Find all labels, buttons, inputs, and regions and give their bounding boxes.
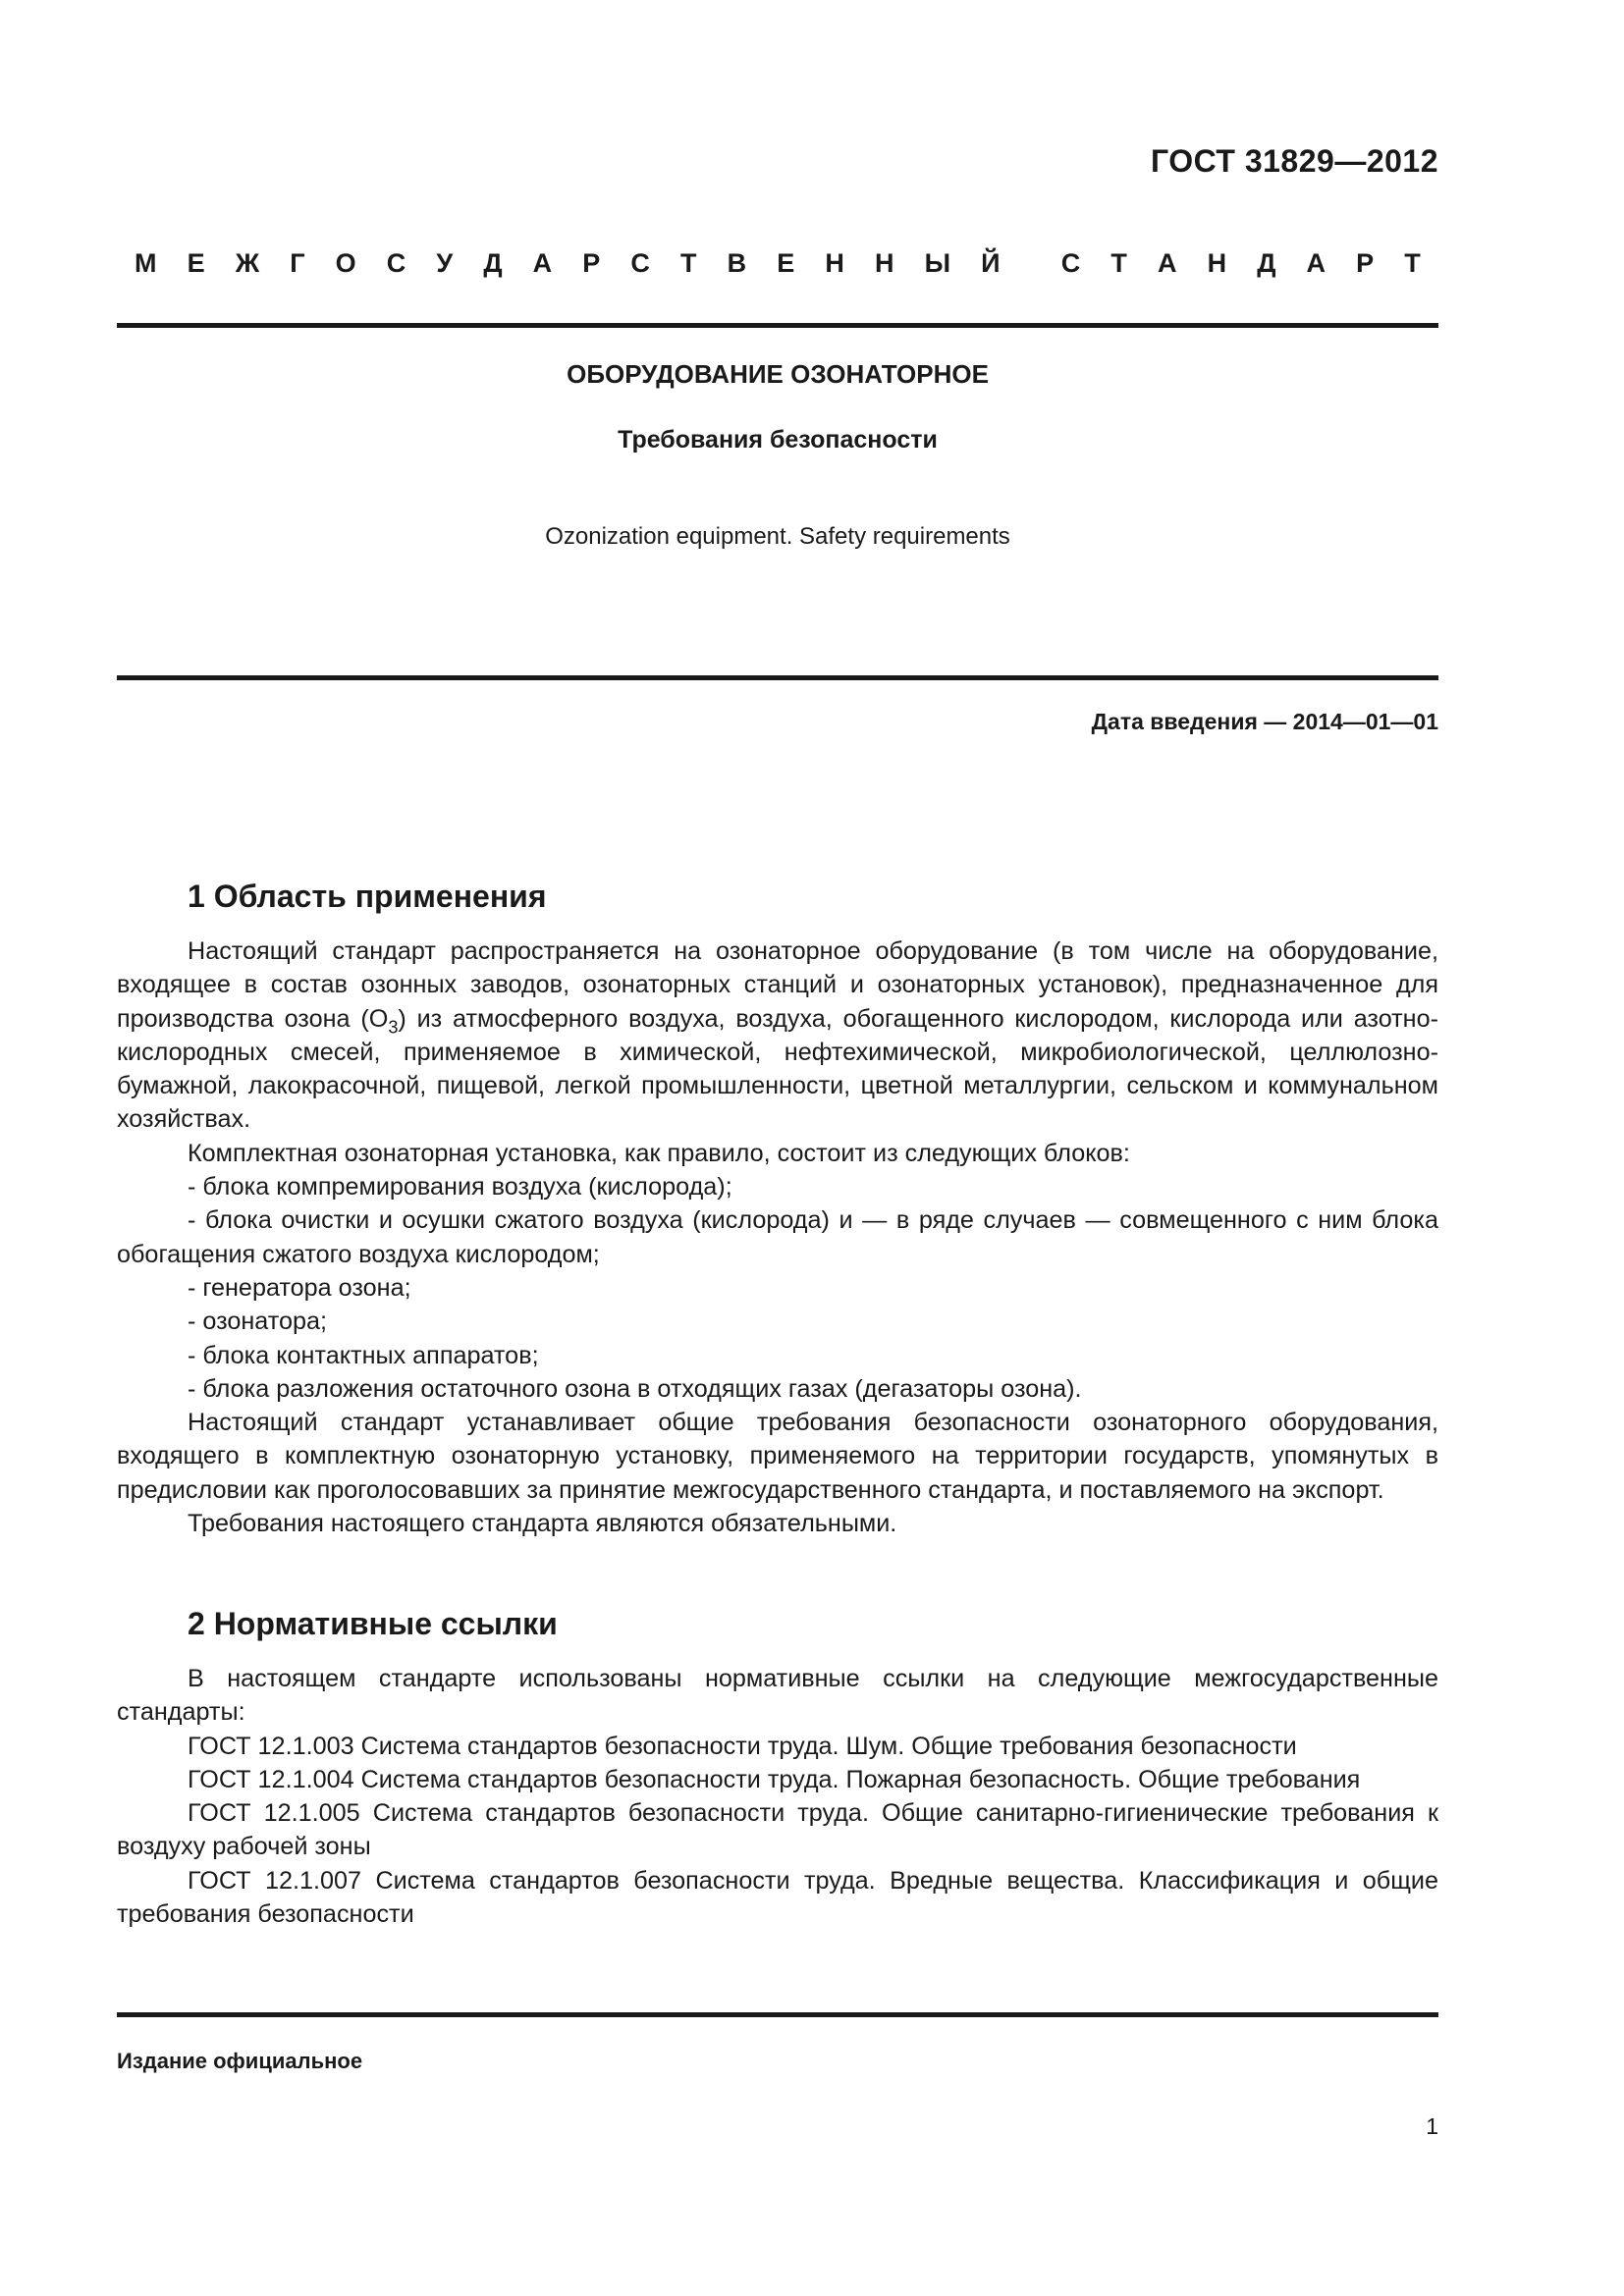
standard-type-letter: Т [1110,248,1127,278]
list-item: - блока очистки и осушки сжатого воздуха (кислорода) и — в ряде случаев — совмещенного с ним блока обогащения сжатого воздуха кислородом; [117,1206,1438,1268]
standard-type-letter: Й [981,248,1001,278]
standard-type-letter: Г [290,248,305,278]
standard-type-letter: Ы [924,248,951,278]
paragraph: Требования настоящего стандарта являются обязательными. [188,1510,897,1538]
section-2-heading [117,1604,1438,1643]
paragraph: В настоящем стандарте использованы нормативные ссылки на следующие межгосударственные стандарты: [117,1665,1438,1727]
title-rule [117,675,1438,680]
standard-type-letter: Н [874,248,894,278]
standard-type-letter: А [1306,248,1326,278]
section-1-body [117,934,1438,1540]
section-1-heading [117,877,1438,916]
introduction-date: Дата введения — 2014—01—01 [1091,709,1438,734]
standard-type-letter: Ж [235,248,260,278]
standard-type-letter: Д [1257,248,1276,278]
paragraph: Настоящий стандарт устанавливает общие требования безопасности озонаторного оборудования, входящего в комплектную озонаторную установку, применяемого на территории государств, упомянутых в предисловии как проголосовавших за принятие межгосударственного стандарта, и поставляемого на экспорт. [117,1409,1438,1504]
standard-type-letter: В [727,248,747,278]
page-number: 1 [1426,2113,1438,2139]
standard-type-letter: Н [825,248,844,278]
standard-type-letter: С [386,248,406,278]
list-item: - блока компремирования воздуха (кислорода); [188,1173,732,1201]
official-edition-label: Издание официальное [117,2049,363,2073]
reference-item: ГОСТ 12.1.003 Система стандартов безопасности труда. Шум. Общие требования безопасности [188,1732,1297,1760]
list-item: - блока разложения остаточного озона в отходящих газах (дегазаторы озона). [188,1374,1082,1403]
standard-type-letter: А [1157,248,1177,278]
standard-type-letter: Т [680,248,697,278]
section-2-body [117,1662,1438,1931]
document-number: ГОСТ 31829—2012 [1150,143,1438,179]
reference-item: ГОСТ 12.1.004 Система стандартов безопасности труда. Пожарная безопасность. Общие требования [188,1765,1361,1793]
standard-type-letter: О [335,248,356,278]
paragraph: Комплектная озонаторная установка, как правило, состоит из следующих блоков: [188,1139,1130,1167]
standard-type-letter: Т [1404,248,1421,278]
standard-type-letter: М [135,248,157,278]
list-item: - генератора озона; [188,1273,411,1302]
document-title: ОБОРУДОВАНИЕ ОЗОНАТОРНОЕ [567,359,989,389]
document-subtitle: Требования безопасности [618,426,938,454]
standard-type-letter: У [436,248,454,278]
standard-type-letter: Д [483,248,503,278]
reference-item: ГОСТ 12.1.007 Система стандартов безопасности труда. Вредные вещества. Классификация и общие требования безопасности [117,1866,1438,1929]
section-title: 2 Нормативные ссылки [188,1606,558,1641]
standard-type-heading [135,248,1421,279]
document-title-english: Ozonization equipment. Safety requirements [545,523,1010,550]
footer-rule [117,2012,1438,2017]
header-rule [117,323,1438,328]
paragraph: Настоящий стандарт распространяется на озонаторное оборудование (в том числе на оборудование, входящее в состав озонных заводов, озонаторных станций и озонаторных установок), предназначенное для производства озона $(О_3)$ из атмосферного воздуха, воздуха, обогащенного кислородом, кислорода или азотно-кислородных смесей, применяемое в химической, нефтехимической, микробиологической, целлюлозно-бумажной, лакокрасочной, пищевой, легкой промышленности, цветной металлургии, сельском и коммунальном хозяйствах. [117,937,1438,1134]
standard-type-letter: С [1060,248,1081,278]
standard-type-letter: Н [1207,248,1227,278]
reference-item: ГОСТ 12.1.005 Система стандартов безопасности труда. Общие санитарно-гигиенические требования к воздуху рабочей зоны [117,1799,1438,1861]
standard-type-letter: С [630,248,650,278]
standard-type-letter: Е [187,248,205,278]
standard-type-letter: Р [582,248,601,278]
standard-type-letter: А [532,248,553,278]
standard-type-letter: Р [1356,248,1375,278]
list-item: - озонатора; [188,1308,328,1336]
standard-type-letter: Е [777,248,795,278]
section-title: 1 Область применения [188,879,547,914]
list-item: - блока контактных аппаратов; [188,1341,539,1369]
